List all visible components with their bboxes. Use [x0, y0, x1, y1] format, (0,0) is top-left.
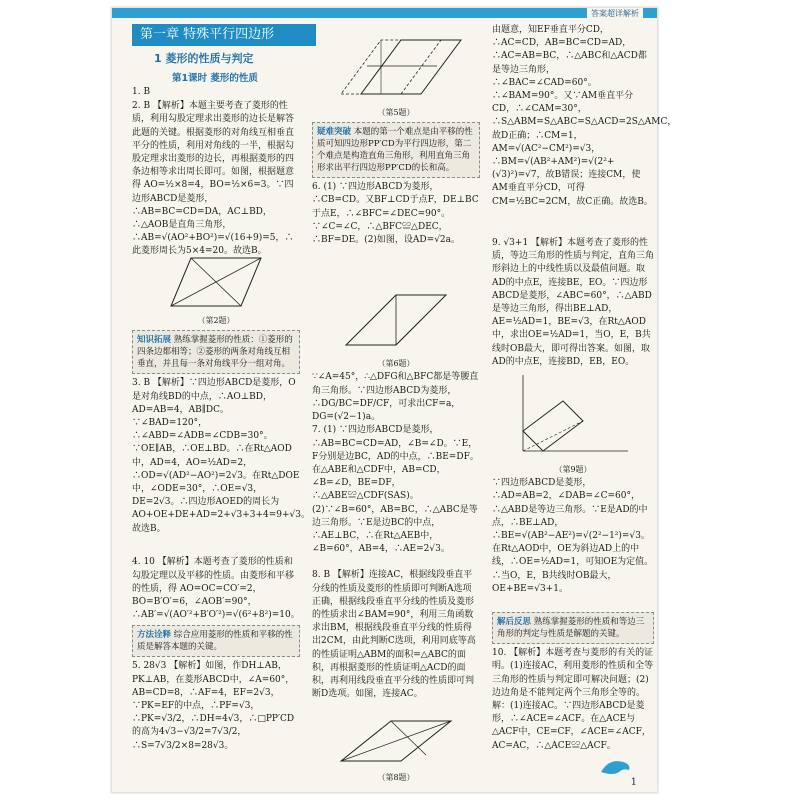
figure-5-parallelogram — [321, 34, 471, 104]
answer-6: 6. (1) ∵四边形ABCD为菱形，∴CB=CD。又BF⊥CD于点F，DE⊥BC于点E，∴∠BFC=∠DEC=90°。∵∠C=∠C，∴△BFC≌△DEC，∴BF=DE。(2)如图，设AD=√2a。 — [312, 182, 479, 246]
figure-9-coordinate-rhombus — [513, 371, 633, 461]
answer-9: 9. √3+1 【解析】本题考查了菱形的性质，等边三角形的性质与判定，直角三角形斜边上的中线性质以及最值问题。取AD的中点E，连接BE，EO。∵四边形ABCD是菱形，∠ABC=60°，∴△ABD是等边三角形，得出BE⊥AD，AE=½AD=1，BE=√3，在Rt△AOD中，求出OE=½AD=1，当O，E，B共线时OB最大，即可得出答案。如图，取AD的中点E，连接BD，EB，EO。 — [492, 238, 655, 367]
chapter-title: 第一章 特殊平行四边形 — [132, 24, 316, 46]
answer-5: 5. 28√3 【解析】如图，作DH⊥AB，PK⊥AB，在菱形ABCD中，∠A=60°，AB=CD=8，∴AF=4，EF=2√3，∵PK=EF的中点，∴PF=√3，∴PK=√3/2，∴DH=4√3，∴□PP′CD的高为4√3−√3/2=7√3/2，∴S=7√3/2×8=28√3。 — [132, 661, 295, 751]
note-reflection — [492, 612, 654, 644]
note-difficulty — [312, 122, 480, 178]
section-title: 1 菱形的性质与判定 — [154, 52, 254, 65]
book-page — [112, 8, 677, 792]
answer-4: 4. 10 【解析】本题考查了菱形的性质和勾股定理以及平移的性质。由菱形和平移的性质，得 AO=OC=CO′=2，BO=B′O′=6，∠AOB′=90°，∴AB′=√(AO′²+B′O′²)=√(6²+8²)=10。 — [132, 557, 300, 621]
answer-6b: ∵∠A=45°，∴△DFG和△BFC都是等腰直角三角形。∵四边形ABCD为菱形，∴DG/BC=DF/CF，可求出CF=a，DG=(√2−1)a。 — [312, 372, 479, 423]
column-left — [132, 86, 311, 765]
note-text: 熟练掌握菱形的性质和等边三角形的判定与性质是解题的关键。 — [497, 617, 645, 640]
figure-6-caption: （第6题） — [377, 359, 415, 369]
figure-5-caption: （第5题） — [377, 108, 415, 117]
note-method — [132, 625, 300, 657]
column-middle — [312, 32, 480, 786]
figure-8-caption: （第8题） — [377, 773, 415, 783]
answer-3: 3. B 【解析】∵四边形ABCD是菱形，O是对角线BD的中点，∴AO⊥BD，AD=AB=4，AB∥DC。∵∠BAD=120°，∴∠ABD=∠ADB=∠CDB=30°。∵OE∥AB，∴OE⊥BD。∴在Rt△AOD中，AD=4，AO=½AD=2，∴OD=√(AD²−AO²)=2√3。在Rt△DOE中，∠ODE=30°，∴OE=√3，DE=2√3。∴四边形AOED的周长为AO+OE+DE+AD=2+√3+3+4=9+√3。故选B。 — [132, 378, 311, 534]
answer-10: 10. 【解析】本题考查与菱形的有关的证明。(1)连接AC，利用菱形的性质和全等三角形的性质与判定即可解决问题；(2)边边角是不能判定两个三角形全等的。解：(1)连接AC。∵四边形ABCD是菱形，∴∠ACE=∠ACF。在△ACE与△ACF中，CE=CF，∠ACE=∠ACF，AC=AC，∴△ACE≌△ACF。 — [492, 648, 654, 751]
note-tag: 解后反思 — [497, 617, 532, 628]
dolphin-logo-icon — [599, 756, 633, 778]
note-text: 本题的第一个难点是由平移的性质可知四边形PP′CD为平行四边形，第二个难点是构造直角三角形，利用直角三角形求出平行四边形PP′CD的长和高。 — [317, 127, 473, 174]
figure-8-rhombus — [331, 715, 461, 769]
column-right — [492, 24, 677, 762]
note-tag: 疑难突破 — [317, 127, 352, 138]
lesson-title: 第1课时 菱形的性质 — [172, 73, 258, 84]
answer-8: 8. B 【解析】连接AC，根据线段垂直平分线的性质及菱形的性质即可判断A选项正确，根据线段垂直平分线的性质及菱形的性质求出∠BAM=90°，利用三角函数求出BM，根据线段垂直平分线的性质得出2CM，由此判断C选项，利用同底等高的性质证明△ABM的面积=△ABC的面积，再根据菱形的性质证明△ACD的面积，再利用线段垂直平分线的性质即可判断D选项。如图，连接AC。 — [312, 570, 476, 700]
figure-2-caption: （第2题） — [197, 316, 235, 326]
answer-banner: 答案超详解析 — [587, 8, 643, 19]
answer-1: 1. B — [132, 87, 151, 97]
note-text: 综合应用菱形的性质和平移的性质是解答本题的关键。 — [137, 630, 293, 653]
figure-9-caption: （第9题） — [554, 465, 592, 474]
answer-9b: ∵四边形ABCD是菱形，∴AD=AB=2，∠DAB=∠C=60°，∴△ABD是等边三角形。∵E是AD的中点，∴BE⊥AD，∴BE=√(AB²−AE²)=√(2²−1²)=√3。在Rt△AOD中，OE为斜边AD上的中线，∴OE=½AD=1，可知OE为定值。∴当O，E，B共线时OB最大，OE+BE=√3+1。 — [492, 478, 654, 594]
top-color-band — [112, 8, 657, 18]
answer-7: 7. (1) ∵四边形ABCD是菱形，∴AB=BC=CD=AD，∠B=∠D。∵E，F分别是边BC，AD的中点，∴BE=DF。在△ABE和△CDF中，AB=CD，∠B=∠D，BE=DF，∴△ABE≌△CDF(SAS)。(2)∵∠B=60°，AB=BC，∴△ABC是等边三角形。∵E是边BC的中点，∴AE⊥BC，∴在Rt△AEB中，∠B=60°，AB=4，∴AE=2√3。 — [312, 425, 479, 555]
note-knowledge — [132, 330, 300, 374]
page-number: 1 — [630, 777, 637, 788]
note-text: 熟练掌握菱形的性质：①菱形的四条边都相等；②菱形的两条对角线互相垂直，并且每一条对角线平分一组对角。 — [137, 335, 293, 370]
answer-2: 2. B 【解析】本题主要考查了菱形的性质，利用勾股定理求出菱形的边长是解答此题的关键。根据菱形的对角线互相垂直平分的性质，利用对角线的一半，根据勾股定理求出菱形的边长，再根据菱形的四条边相等求出周长即可。如图，根据题意得 AO=½×8=4，BO=½×6=3。∵四边形ABCD是菱形，∴AB=BC=CD=DA，AC⊥BD，∴△AOB是直角三角形，∴AB=√(AO²+BO²)=√(16+9)=5，∴此菱形周长为5×4=20。故选B。 — [132, 101, 295, 257]
answer-8-continued: 由题意，知EF垂直平分CD，∴AC=CD，AB=BC=CD=AD，∴AC=AB=BC，∴△ABC和△ACD都是等边三角形，∴∠BAC=∠CAD=60°。∴∠BAM=90°。又∵AM垂直平分CD，∴∠CAM=30°，∴S△ABM=S△ABC=S△ACD=2S△AMC，故D正确；∴CM=1，AM=√(AC²−CM²)=√3，∴BM=√(AB²+AM²)=√(2²+(√3)²)=√7，故B错误；连接CM，使AM垂直平分CD，可得CM=½BC=2CM，故C正确。故选B。 — [492, 25, 677, 207]
note-tag: 知识拓展 — [137, 335, 172, 346]
figure-2-rhombus — [161, 254, 271, 312]
note-tag: 方法诠释 — [137, 630, 172, 641]
figure-6-rhombus — [336, 275, 456, 355]
